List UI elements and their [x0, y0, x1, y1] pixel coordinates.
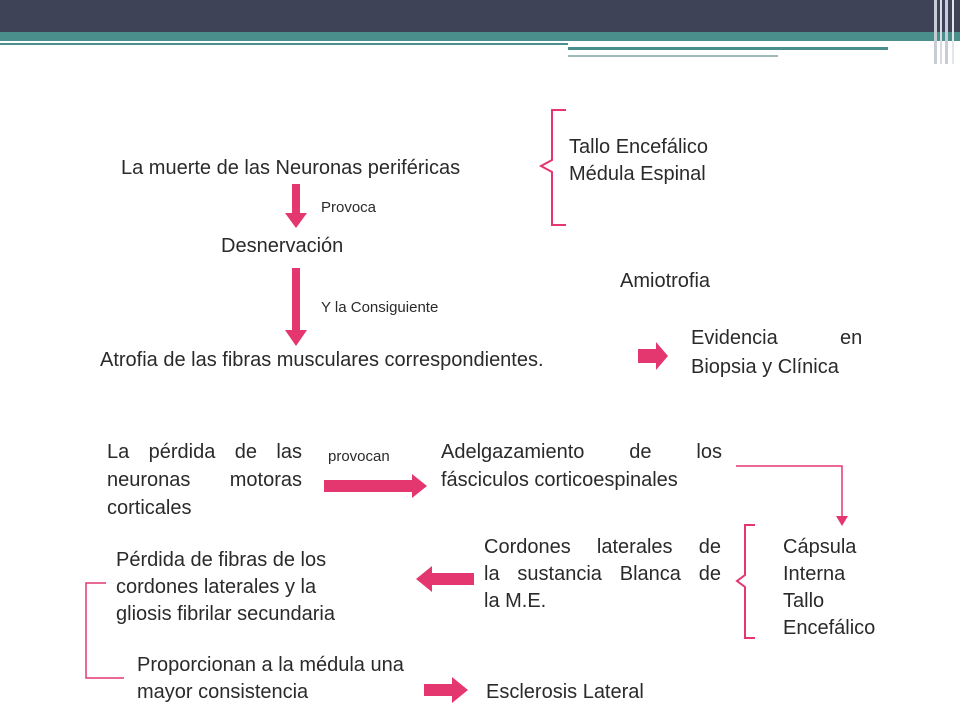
left-arrow-fibras — [416, 566, 474, 592]
word: los — [696, 441, 722, 463]
bracket-capsula-group — [737, 525, 755, 638]
label-adelgazamiento-line1 — [441, 442, 722, 462]
label-provoca: Provoca — [321, 199, 377, 216]
label-fibras-line1: Pérdida de fibras de los — [116, 549, 327, 571]
word: Adelgazamiento — [441, 441, 585, 463]
word: de — [698, 536, 721, 558]
word: La — [107, 441, 130, 463]
word: sustancia — [517, 563, 602, 585]
label-atrofia: Atrofia de las fibras musculares correspondientes. — [100, 349, 544, 371]
label-biopsia: Biopsia y Clínica — [691, 356, 839, 378]
word: motoras — [229, 469, 302, 491]
label-proporcionan-line2: mayor consistencia — [137, 681, 309, 703]
label-biopsia-clip — [691, 354, 858, 380]
label-tallo: Tallo — [783, 590, 825, 612]
label-esclerosis: Esclerosis Lateral — [486, 681, 644, 703]
label-medula-espinal: Médula Espinal — [569, 163, 706, 185]
label-desnervacion: Desnervación — [221, 235, 344, 257]
label-consiguiente: Y la Consiguiente — [321, 299, 439, 316]
label-capsula: Cápsula — [783, 536, 857, 558]
label-perdida-line2 — [107, 470, 302, 490]
label-encefalico: Encefálico — [783, 617, 876, 639]
word: neuronas — [107, 469, 191, 491]
label-esclerosis-clip — [486, 678, 686, 703]
label-evidencia-en: en — [840, 327, 863, 349]
label-proporcionan-line1: Proporcionan a la médula una — [137, 654, 404, 676]
down-arrow-consiguiente — [285, 268, 307, 346]
label-tallo-encefalico: Tallo Encefálico — [569, 136, 708, 158]
word: de — [698, 563, 721, 585]
label-capsula-clip — [783, 533, 876, 641]
right-arrow-esclerosis — [424, 677, 468, 703]
label-interna: Interna — [783, 563, 846, 585]
label-perdida-line3: corticales — [107, 497, 192, 519]
word: las — [276, 441, 302, 463]
label-fibras-line2: cordones laterales y la — [116, 576, 317, 598]
bracket-tallo-medula — [541, 110, 566, 225]
right-arrow-provocan — [324, 474, 427, 498]
down-arrow-provoca — [285, 184, 307, 228]
label-cordones-line3: la M.E. — [484, 590, 547, 612]
connector-to-capsula — [736, 466, 842, 524]
word: laterales — [596, 536, 673, 558]
label-evidencia: Evidencia — [691, 327, 778, 349]
label-evidencia-clip — [820, 325, 863, 349]
label-fibras-line3: gliosis fibrilar secundaria — [116, 603, 335, 625]
label-neuronas-perifericas: La muerte de las Neuronas periféricas — [121, 157, 461, 179]
right-arrow-evidencia — [638, 342, 668, 370]
label-perdida-line1 — [107, 442, 302, 462]
word: pérdida — [148, 441, 216, 463]
word: de — [629, 441, 652, 463]
word: de — [234, 441, 257, 463]
connector-to-capsula-head — [836, 516, 848, 526]
word: Cordones — [484, 536, 571, 558]
label-provocan: provocan — [328, 448, 390, 465]
word: Blanca — [619, 563, 681, 585]
label-cordones-line2 — [484, 564, 721, 584]
label-proporcionan-line2-clip — [137, 678, 397, 703]
label-amiotrofia: Amiotrofia — [620, 270, 711, 292]
label-cordones-line1 — [484, 537, 721, 557]
label-adelgazamiento-line2: fásciculos corticoespinales — [441, 469, 678, 491]
word: la — [484, 563, 500, 585]
